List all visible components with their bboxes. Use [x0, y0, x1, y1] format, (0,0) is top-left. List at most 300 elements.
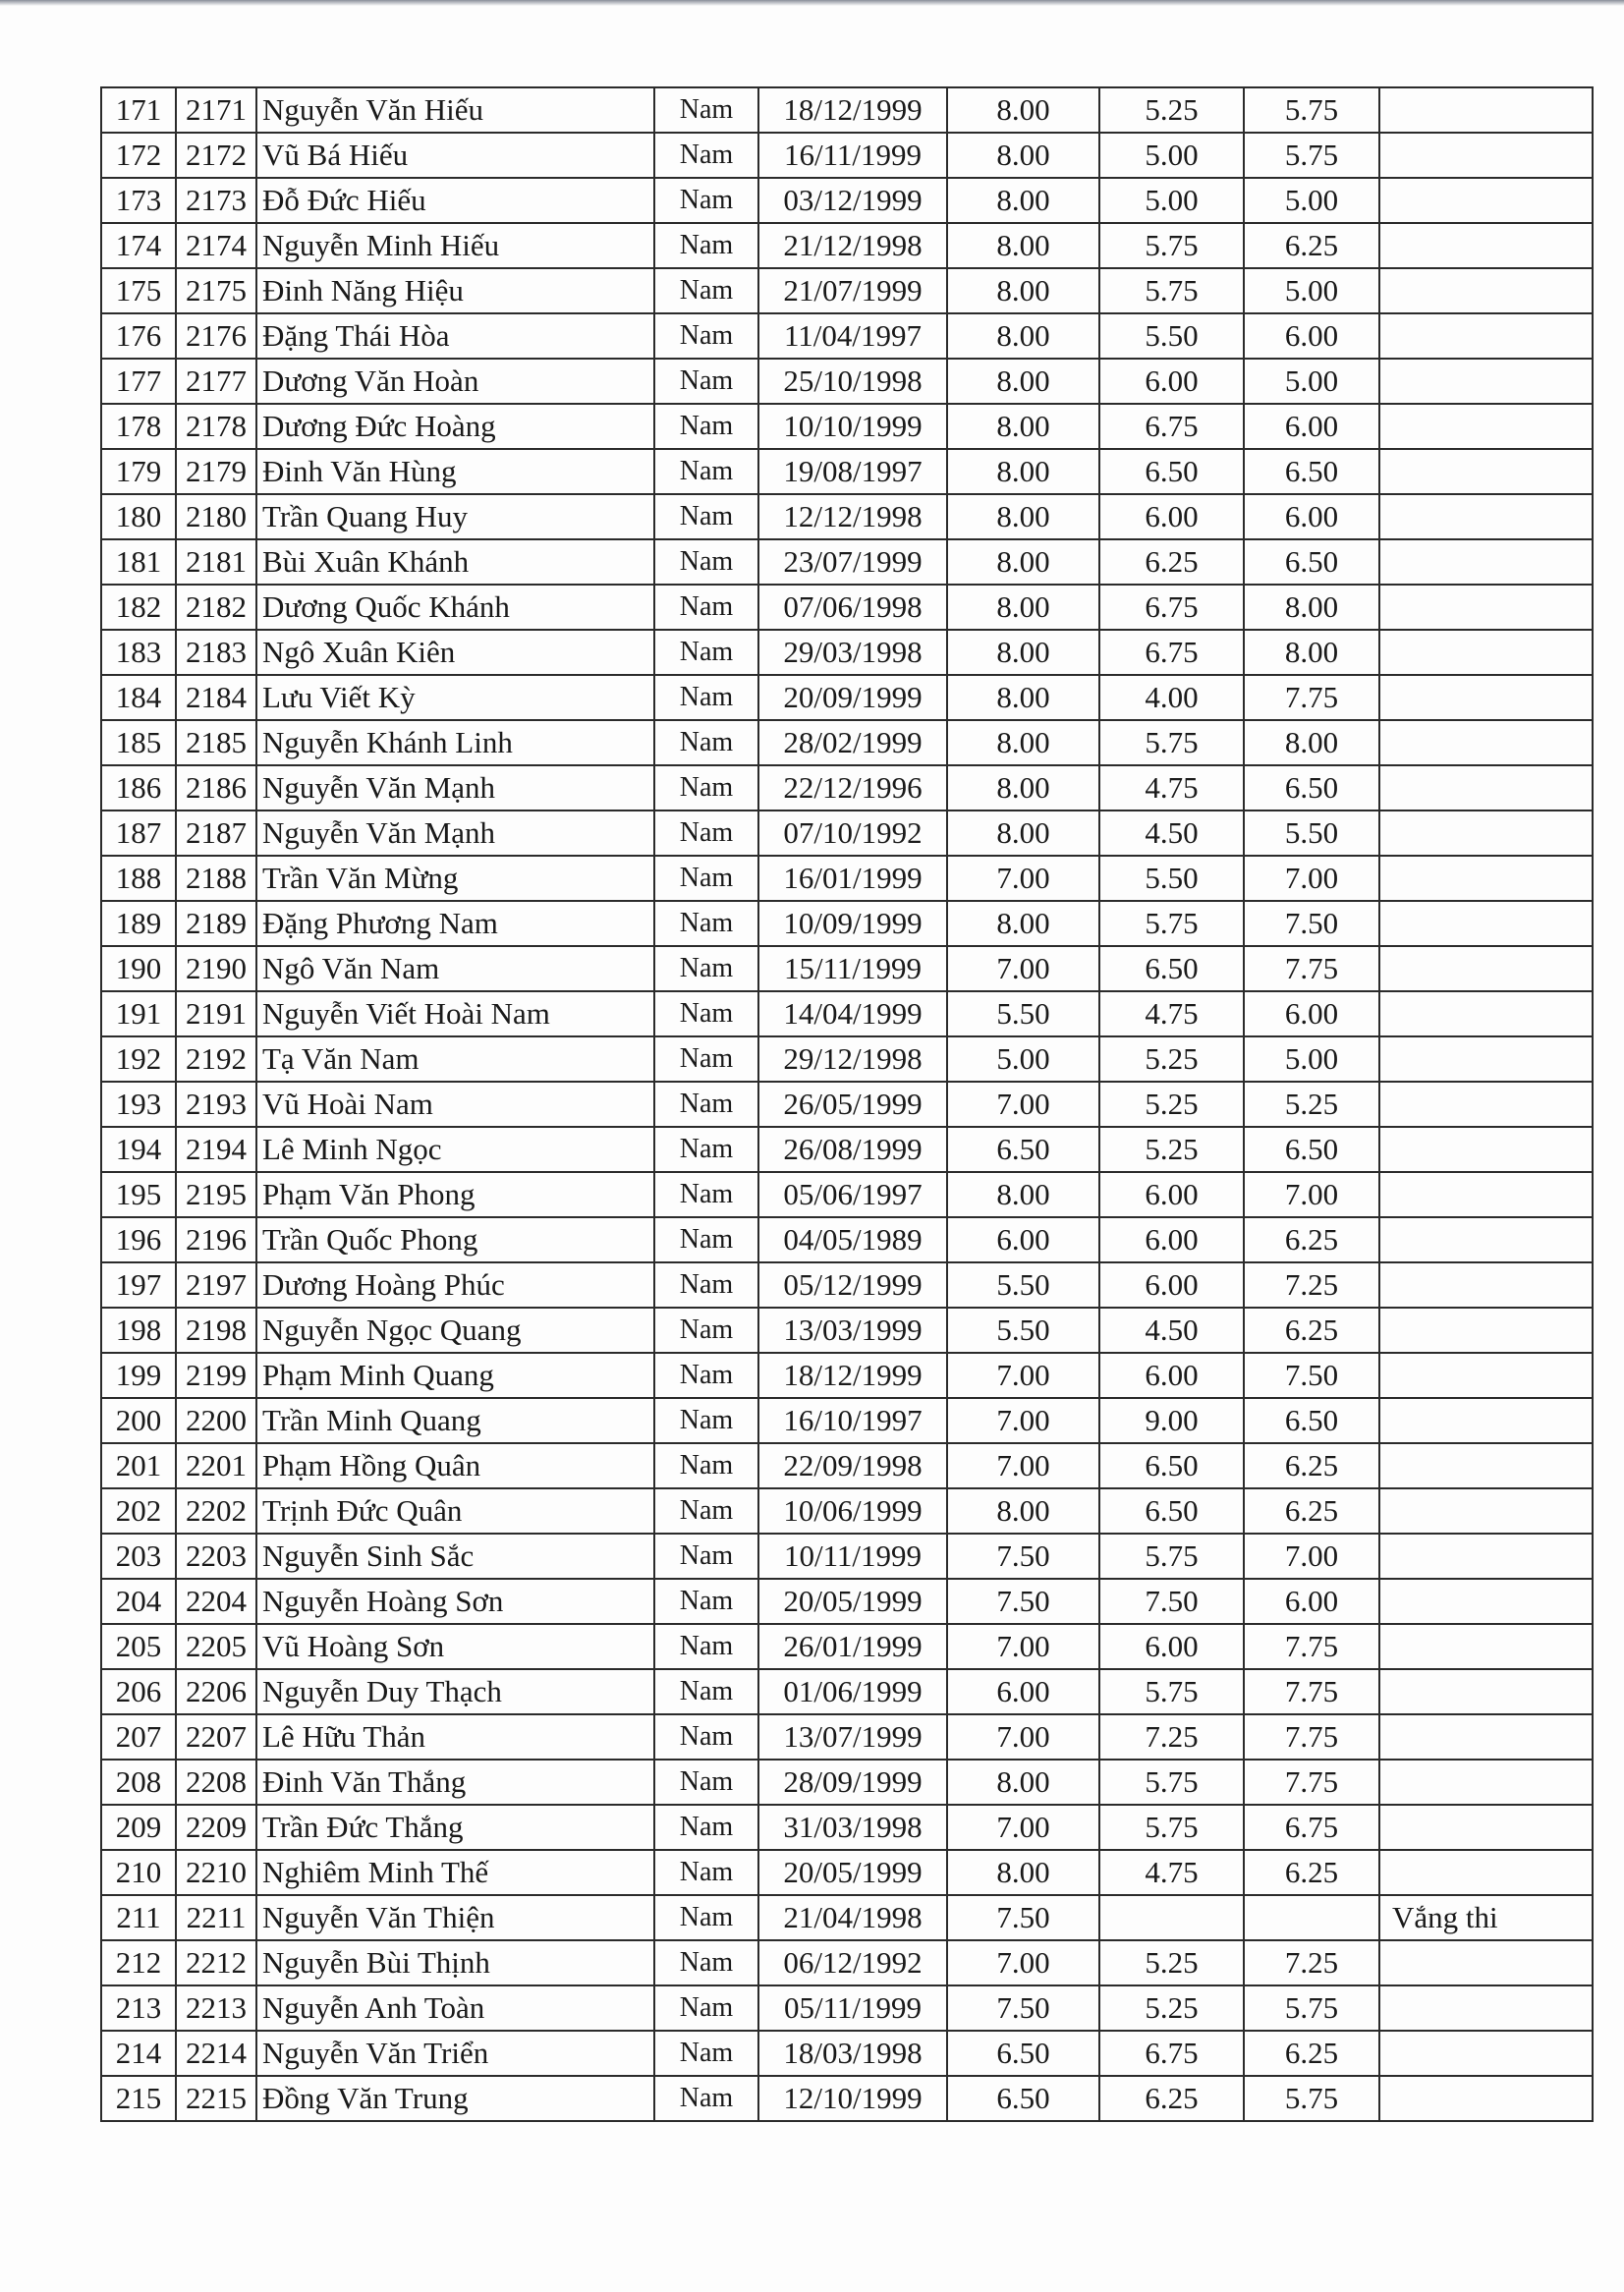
score-3-cell: 7.50: [1244, 901, 1379, 946]
gender-cell: Nam: [654, 494, 758, 539]
score-2-cell: [1099, 1895, 1244, 1940]
note-cell: [1379, 1985, 1593, 2031]
birth-date-cell: 26/01/1999: [758, 1624, 947, 1669]
full-name-cell: Nghiêm Minh Thế: [256, 1850, 654, 1895]
score-1-cell: 6.50: [947, 2076, 1099, 2121]
row-number-cell: 209: [101, 1805, 176, 1850]
note-cell: [1379, 1805, 1593, 1850]
score-3-cell: 6.00: [1244, 313, 1379, 359]
candidate-number-cell: 2191: [176, 991, 256, 1036]
birth-date-cell: 16/10/1997: [758, 1398, 947, 1443]
birth-date-cell: 05/11/1999: [758, 1985, 947, 2031]
row-number-cell: 211: [101, 1895, 176, 1940]
row-number-cell: 187: [101, 811, 176, 856]
score-1-cell: 7.50: [947, 1534, 1099, 1579]
full-name-cell: Đinh Văn Thắng: [256, 1760, 654, 1805]
score-1-cell: 8.00: [947, 630, 1099, 675]
table-row: [101, 1172, 1593, 1217]
table-row: [101, 720, 1593, 765]
score-3-cell: 7.75: [1244, 1714, 1379, 1760]
score-2-cell: 6.50: [1099, 1488, 1244, 1534]
score-3-cell: 7.00: [1244, 1534, 1379, 1579]
score-1-cell: 7.00: [947, 1714, 1099, 1760]
table-row: [101, 1534, 1593, 1579]
gender-cell: Nam: [654, 1353, 758, 1398]
candidate-number-cell: 2171: [176, 87, 256, 133]
table-row: [101, 1127, 1593, 1172]
note-cell: Vắng thi: [1379, 1895, 1593, 1940]
gender-cell: Nam: [654, 87, 758, 133]
note-cell: [1379, 901, 1593, 946]
score-1-cell: 8.00: [947, 223, 1099, 268]
table-row: [101, 359, 1593, 404]
birth-date-cell: 06/12/1992: [758, 1940, 947, 1985]
candidate-number-cell: 2192: [176, 1036, 256, 1082]
score-1-cell: 6.50: [947, 1127, 1099, 1172]
score-2-cell: 6.75: [1099, 404, 1244, 449]
score-2-cell: 5.75: [1099, 1805, 1244, 1850]
birth-date-cell: 31/03/1998: [758, 1805, 947, 1850]
row-number-cell: 183: [101, 630, 176, 675]
score-2-cell: 5.75: [1099, 1534, 1244, 1579]
candidate-number-cell: 2201: [176, 1443, 256, 1488]
candidate-number-cell: 2194: [176, 1127, 256, 1172]
birth-date-cell: 21/07/1999: [758, 268, 947, 313]
row-number-cell: 214: [101, 2031, 176, 2076]
score-1-cell: 7.00: [947, 1940, 1099, 1985]
row-number-cell: 201: [101, 1443, 176, 1488]
score-3-cell: 6.25: [1244, 1443, 1379, 1488]
full-name-cell: Dương Quốc Khánh: [256, 585, 654, 630]
score-3-cell: 6.00: [1244, 494, 1379, 539]
row-number-cell: 174: [101, 223, 176, 268]
table-row: [101, 991, 1593, 1036]
score-3-cell: 5.50: [1244, 811, 1379, 856]
score-2-cell: 7.25: [1099, 1714, 1244, 1760]
birth-date-cell: 12/10/1999: [758, 2076, 947, 2121]
row-number-cell: 189: [101, 901, 176, 946]
candidate-number-cell: 2209: [176, 1805, 256, 1850]
gender-cell: Nam: [654, 720, 758, 765]
gender-cell: Nam: [654, 1308, 758, 1353]
table-row: [101, 585, 1593, 630]
score-1-cell: 7.50: [947, 1895, 1099, 1940]
table-row: [101, 1488, 1593, 1534]
gender-cell: Nam: [654, 585, 758, 630]
birth-date-cell: 18/12/1999: [758, 1353, 947, 1398]
gender-cell: Nam: [654, 1714, 758, 1760]
score-3-cell: 6.25: [1244, 1308, 1379, 1353]
score-3-cell: 5.75: [1244, 1985, 1379, 2031]
table-row: [101, 1985, 1593, 2031]
birth-date-cell: 15/11/1999: [758, 946, 947, 991]
score-2-cell: 6.25: [1099, 539, 1244, 585]
table-row: [101, 1850, 1593, 1895]
score-1-cell: 8.00: [947, 178, 1099, 223]
birth-date-cell: 18/12/1999: [758, 87, 947, 133]
row-number-cell: 210: [101, 1850, 176, 1895]
full-name-cell: Đặng Thái Hòa: [256, 313, 654, 359]
score-3-cell: 5.00: [1244, 359, 1379, 404]
gender-cell: Nam: [654, 1534, 758, 1579]
note-cell: [1379, 2076, 1593, 2121]
candidate-number-cell: 2181: [176, 539, 256, 585]
candidate-number-cell: 2179: [176, 449, 256, 494]
gender-cell: Nam: [654, 1760, 758, 1805]
gender-cell: Nam: [654, 178, 758, 223]
score-1-cell: 8.00: [947, 765, 1099, 811]
note-cell: [1379, 811, 1593, 856]
score-2-cell: 5.25: [1099, 1127, 1244, 1172]
score-2-cell: 6.00: [1099, 1217, 1244, 1262]
note-cell: [1379, 268, 1593, 313]
row-number-cell: 197: [101, 1262, 176, 1308]
row-number-cell: 205: [101, 1624, 176, 1669]
score-2-cell: 5.75: [1099, 1669, 1244, 1714]
note-cell: [1379, 359, 1593, 404]
full-name-cell: Nguyễn Anh Toàn: [256, 1985, 654, 2031]
gender-cell: Nam: [654, 1398, 758, 1443]
score-2-cell: 5.00: [1099, 178, 1244, 223]
row-number-cell: 194: [101, 1127, 176, 1172]
candidate-number-cell: 2185: [176, 720, 256, 765]
full-name-cell: Nguyễn Văn Mạnh: [256, 811, 654, 856]
table-row: [101, 675, 1593, 720]
table-row: [101, 1443, 1593, 1488]
full-name-cell: Phạm Minh Quang: [256, 1353, 654, 1398]
candidate-number-cell: 2208: [176, 1760, 256, 1805]
candidate-number-cell: 2196: [176, 1217, 256, 1262]
full-name-cell: Tạ Văn Nam: [256, 1036, 654, 1082]
gender-cell: Nam: [654, 1940, 758, 1985]
birth-date-cell: 20/05/1999: [758, 1850, 947, 1895]
gender-cell: Nam: [654, 133, 758, 178]
candidate-number-cell: 2188: [176, 856, 256, 901]
birth-date-cell: 10/11/1999: [758, 1534, 947, 1579]
gender-cell: Nam: [654, 1036, 758, 1082]
score-3-cell: 6.50: [1244, 1127, 1379, 1172]
full-name-cell: Bùi Xuân Khánh: [256, 539, 654, 585]
candidate-number-cell: 2210: [176, 1850, 256, 1895]
birth-date-cell: 01/06/1999: [758, 1669, 947, 1714]
score-1-cell: 6.00: [947, 1669, 1099, 1714]
score-2-cell: 4.75: [1099, 765, 1244, 811]
full-name-cell: Lê Hữu Thản: [256, 1714, 654, 1760]
score-2-cell: 5.50: [1099, 856, 1244, 901]
score-3-cell: 5.00: [1244, 268, 1379, 313]
full-name-cell: Trần Văn Mừng: [256, 856, 654, 901]
candidate-number-cell: 2214: [176, 2031, 256, 2076]
score-1-cell: 8.00: [947, 1172, 1099, 1217]
score-1-cell: 5.00: [947, 1036, 1099, 1082]
row-number-cell: 198: [101, 1308, 176, 1353]
row-number-cell: 181: [101, 539, 176, 585]
results-table: [100, 86, 1594, 2122]
gender-cell: Nam: [654, 223, 758, 268]
score-3-cell: 7.25: [1244, 1262, 1379, 1308]
full-name-cell: Nguyễn Viết Hoài Nam: [256, 991, 654, 1036]
candidate-number-cell: 2187: [176, 811, 256, 856]
birth-date-cell: 26/05/1999: [758, 1082, 947, 1127]
table-row: [101, 1398, 1593, 1443]
table-row: [101, 133, 1593, 178]
score-1-cell: 8.00: [947, 359, 1099, 404]
note-cell: [1379, 1082, 1593, 1127]
note-cell: [1379, 765, 1593, 811]
birth-date-cell: 03/12/1999: [758, 178, 947, 223]
score-2-cell: 6.50: [1099, 946, 1244, 991]
score-3-cell: 7.75: [1244, 946, 1379, 991]
candidate-number-cell: 2183: [176, 630, 256, 675]
gender-cell: Nam: [654, 359, 758, 404]
note-cell: [1379, 1624, 1593, 1669]
note-cell: [1379, 1398, 1593, 1443]
score-3-cell: 7.75: [1244, 1760, 1379, 1805]
birth-date-cell: 22/12/1996: [758, 765, 947, 811]
note-cell: [1379, 991, 1593, 1036]
gender-cell: Nam: [654, 1443, 758, 1488]
note-cell: [1379, 539, 1593, 585]
gender-cell: Nam: [654, 1172, 758, 1217]
score-2-cell: 6.00: [1099, 1172, 1244, 1217]
full-name-cell: Nguyễn Văn Hiếu: [256, 87, 654, 133]
row-number-cell: 193: [101, 1082, 176, 1127]
gender-cell: Nam: [654, 1488, 758, 1534]
note-cell: [1379, 87, 1593, 133]
candidate-number-cell: 2195: [176, 1172, 256, 1217]
candidate-number-cell: 2193: [176, 1082, 256, 1127]
score-1-cell: 8.00: [947, 313, 1099, 359]
full-name-cell: Vũ Hoàng Sơn: [256, 1624, 654, 1669]
table-row: [101, 856, 1593, 901]
score-2-cell: 5.75: [1099, 901, 1244, 946]
table-row: [101, 1669, 1593, 1714]
score-2-cell: 5.25: [1099, 1082, 1244, 1127]
score-2-cell: 6.00: [1099, 1624, 1244, 1669]
score-1-cell: 7.00: [947, 856, 1099, 901]
score-2-cell: 5.75: [1099, 1760, 1244, 1805]
table-row: [101, 87, 1593, 133]
birth-date-cell: 29/12/1998: [758, 1036, 947, 1082]
row-number-cell: 199: [101, 1353, 176, 1398]
full-name-cell: Đinh Năng Hiệu: [256, 268, 654, 313]
row-number-cell: 212: [101, 1940, 176, 1985]
gender-cell: Nam: [654, 268, 758, 313]
birth-date-cell: 22/09/1998: [758, 1443, 947, 1488]
note-cell: [1379, 630, 1593, 675]
score-1-cell: 7.00: [947, 1624, 1099, 1669]
full-name-cell: Đinh Văn Hùng: [256, 449, 654, 494]
score-3-cell: 7.25: [1244, 1940, 1379, 1985]
note-cell: [1379, 1579, 1593, 1624]
birth-date-cell: 25/10/1998: [758, 359, 947, 404]
full-name-cell: Vũ Hoài Nam: [256, 1082, 654, 1127]
table-row: [101, 1308, 1593, 1353]
row-number-cell: 215: [101, 2076, 176, 2121]
score-1-cell: 8.00: [947, 494, 1099, 539]
table-row: [101, 1262, 1593, 1308]
table-row: [101, 765, 1593, 811]
gender-cell: Nam: [654, 1985, 758, 2031]
score-2-cell: 5.75: [1099, 720, 1244, 765]
row-number-cell: 173: [101, 178, 176, 223]
birth-date-cell: 16/11/1999: [758, 133, 947, 178]
candidate-number-cell: 2205: [176, 1624, 256, 1669]
row-number-cell: 195: [101, 1172, 176, 1217]
candidate-number-cell: 2172: [176, 133, 256, 178]
score-3-cell: 5.25: [1244, 1082, 1379, 1127]
score-1-cell: 6.50: [947, 2031, 1099, 2076]
full-name-cell: Nguyễn Hoàng Sơn: [256, 1579, 654, 1624]
table-row: [101, 2076, 1593, 2121]
gender-cell: Nam: [654, 991, 758, 1036]
full-name-cell: Đỗ Đức Hiếu: [256, 178, 654, 223]
score-2-cell: 6.00: [1099, 1353, 1244, 1398]
gender-cell: Nam: [654, 1669, 758, 1714]
note-cell: [1379, 133, 1593, 178]
gender-cell: Nam: [654, 1217, 758, 1262]
candidate-number-cell: 2211: [176, 1895, 256, 1940]
score-1-cell: 6.00: [947, 1217, 1099, 1262]
score-2-cell: 5.25: [1099, 87, 1244, 133]
note-cell: [1379, 1036, 1593, 1082]
birth-date-cell: 13/07/1999: [758, 1714, 947, 1760]
full-name-cell: Dương Đức Hoàng: [256, 404, 654, 449]
score-3-cell: 6.25: [1244, 1850, 1379, 1895]
note-cell: [1379, 404, 1593, 449]
candidate-number-cell: 2175: [176, 268, 256, 313]
score-1-cell: 8.00: [947, 720, 1099, 765]
score-3-cell: 7.00: [1244, 1172, 1379, 1217]
full-name-cell: Dương Hoàng Phúc: [256, 1262, 654, 1308]
birth-date-cell: 28/09/1999: [758, 1760, 947, 1805]
note-cell: [1379, 313, 1593, 359]
score-3-cell: 6.50: [1244, 449, 1379, 494]
note-cell: [1379, 1534, 1593, 1579]
score-1-cell: 8.00: [947, 268, 1099, 313]
candidate-number-cell: 2177: [176, 359, 256, 404]
note-cell: [1379, 1127, 1593, 1172]
candidate-number-cell: 2189: [176, 901, 256, 946]
score-1-cell: 5.50: [947, 1308, 1099, 1353]
score-3-cell: 5.00: [1244, 178, 1379, 223]
note-cell: [1379, 1669, 1593, 1714]
full-name-cell: Phạm Văn Phong: [256, 1172, 654, 1217]
note-cell: [1379, 1262, 1593, 1308]
table-row: [101, 1082, 1593, 1127]
birth-date-cell: 12/12/1998: [758, 494, 947, 539]
score-3-cell: 8.00: [1244, 585, 1379, 630]
candidate-number-cell: 2202: [176, 1488, 256, 1534]
score-1-cell: 8.00: [947, 87, 1099, 133]
note-cell: [1379, 494, 1593, 539]
birth-date-cell: 14/04/1999: [758, 991, 947, 1036]
table-row: [101, 1036, 1593, 1082]
note-cell: [1379, 1940, 1593, 1985]
full-name-cell: Đặng Phương Nam: [256, 901, 654, 946]
birth-date-cell: 05/12/1999: [758, 1262, 947, 1308]
candidate-number-cell: 2174: [176, 223, 256, 268]
score-1-cell: 7.00: [947, 1353, 1099, 1398]
candidate-number-cell: 2182: [176, 585, 256, 630]
full-name-cell: Trần Minh Quang: [256, 1398, 654, 1443]
full-name-cell: Nguyễn Ngọc Quang: [256, 1308, 654, 1353]
table-row: [101, 1624, 1593, 1669]
candidate-number-cell: 2212: [176, 1940, 256, 1985]
score-3-cell: 6.50: [1244, 539, 1379, 585]
score-3-cell: 5.75: [1244, 133, 1379, 178]
score-3-cell: 6.75: [1244, 1805, 1379, 1850]
candidate-number-cell: 2180: [176, 494, 256, 539]
full-name-cell: Dương Văn Hoàn: [256, 359, 654, 404]
score-3-cell: 6.00: [1244, 1579, 1379, 1624]
full-name-cell: Nguyễn Văn Triển: [256, 2031, 654, 2076]
table-row: [101, 2031, 1593, 2076]
candidate-number-cell: 2173: [176, 178, 256, 223]
score-2-cell: 4.50: [1099, 811, 1244, 856]
gender-cell: Nam: [654, 404, 758, 449]
note-cell: [1379, 1353, 1593, 1398]
score-2-cell: 5.25: [1099, 1985, 1244, 2031]
table-row: [101, 313, 1593, 359]
full-name-cell: Vũ Bá Hiếu: [256, 133, 654, 178]
full-name-cell: Phạm Hồng Quân: [256, 1443, 654, 1488]
note-cell: [1379, 1760, 1593, 1805]
candidate-number-cell: 2215: [176, 2076, 256, 2121]
birth-date-cell: 10/10/1999: [758, 404, 947, 449]
birth-date-cell: 10/09/1999: [758, 901, 947, 946]
score-1-cell: 7.00: [947, 1082, 1099, 1127]
note-cell: [1379, 1488, 1593, 1534]
candidate-number-cell: 2213: [176, 1985, 256, 2031]
row-number-cell: 184: [101, 675, 176, 720]
row-number-cell: 190: [101, 946, 176, 991]
note-cell: [1379, 1850, 1593, 1895]
score-2-cell: 6.00: [1099, 359, 1244, 404]
score-1-cell: 7.00: [947, 1443, 1099, 1488]
score-3-cell: 6.25: [1244, 1217, 1379, 1262]
note-cell: [1379, 720, 1593, 765]
full-name-cell: Nguyễn Sinh Sắc: [256, 1534, 654, 1579]
score-1-cell: 7.00: [947, 946, 1099, 991]
gender-cell: Nam: [654, 1850, 758, 1895]
score-2-cell: 6.75: [1099, 585, 1244, 630]
birth-date-cell: 05/06/1997: [758, 1172, 947, 1217]
score-2-cell: 5.00: [1099, 133, 1244, 178]
full-name-cell: Trần Quốc Phong: [256, 1217, 654, 1262]
row-number-cell: 191: [101, 991, 176, 1036]
row-number-cell: 179: [101, 449, 176, 494]
full-name-cell: Trần Đức Thắng: [256, 1805, 654, 1850]
gender-cell: Nam: [654, 1262, 758, 1308]
full-name-cell: Ngô Xuân Kiên: [256, 630, 654, 675]
row-number-cell: 182: [101, 585, 176, 630]
table-row: [101, 1895, 1593, 1940]
birth-date-cell: 20/09/1999: [758, 675, 947, 720]
note-cell: [1379, 675, 1593, 720]
score-2-cell: 6.50: [1099, 449, 1244, 494]
gender-cell: Nam: [654, 765, 758, 811]
score-2-cell: 4.75: [1099, 991, 1244, 1036]
full-name-cell: Đồng Văn Trung: [256, 2076, 654, 2121]
score-2-cell: 9.00: [1099, 1398, 1244, 1443]
full-name-cell: Ngô Văn Nam: [256, 946, 654, 991]
score-3-cell: 6.50: [1244, 1398, 1379, 1443]
score-1-cell: 7.00: [947, 1805, 1099, 1850]
table-row: [101, 449, 1593, 494]
full-name-cell: Nguyễn Văn Thiện: [256, 1895, 654, 1940]
score-2-cell: 6.00: [1099, 494, 1244, 539]
